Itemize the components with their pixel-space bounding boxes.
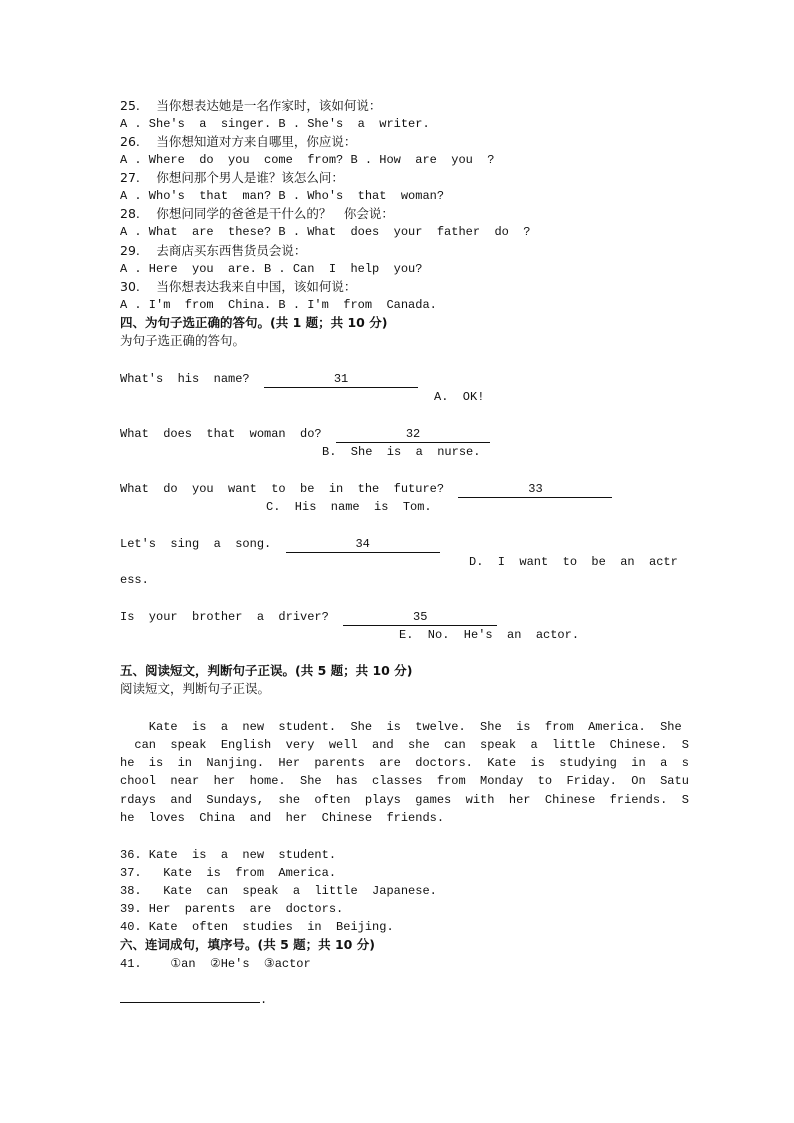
question-29-prompt: 29. 去商店买东西售货员会说：	[120, 243, 307, 258]
question-28-options: A . What are these? B . What does your father do ?	[120, 225, 531, 239]
option-c: C. His name is Tom.	[266, 500, 432, 514]
passage-line-6: he loves China and her Chinese friends.	[120, 811, 445, 825]
answer-blank-31[interactable]: 31	[264, 372, 418, 388]
question-25-prompt: 25. 当你想表达她是一名作家时，该如何说：	[120, 98, 382, 113]
match-question-34	[120, 535, 440, 553]
question-41: 41. ①an ②He's ③actor	[120, 957, 311, 971]
section-4-heading: 四、为句子选正确的答句。(共 1 题；共 10 分)	[120, 315, 388, 330]
section-5-heading: 五、阅读短文，判断句子正误。(共 5 题；共 10 分)	[120, 663, 413, 678]
match-question-35	[120, 608, 497, 626]
question-text: Is your brother a driver?	[120, 610, 329, 624]
answer-blank-32[interactable]: 32	[336, 427, 490, 443]
statement-36: 36. Kate is a new student.	[120, 848, 337, 862]
question-26-prompt: 26. 当你想知道对方来自哪里，你应说：	[120, 134, 357, 149]
question-30-prompt: 30. 当你想表达我来自中国，该如何说：	[120, 279, 357, 294]
question-28-prompt: 28. 你想问同学的爸爸是干什么的？ 你会说：	[120, 206, 394, 221]
passage-line-2: can speak English very well and she can speak a little Chinese. S	[120, 738, 689, 752]
question-26-options: A . Where do you come from? B . How are you ?	[120, 153, 495, 167]
answer-line-41[interactable]	[120, 992, 260, 1003]
question-text: Let's sing a song.	[120, 537, 272, 551]
match-question-32	[120, 425, 490, 443]
match-question-31	[120, 370, 418, 388]
option-d: D. I want to be an actr	[469, 555, 678, 569]
statement-39: 39. Her parents are doctors.	[120, 902, 344, 916]
passage-line-1: Kate is a new student. She is twelve. She is from America. She	[120, 720, 682, 734]
question-text: What's his name?	[120, 372, 250, 386]
section-5-instruction: 阅读短文，判断句子正误。	[120, 681, 271, 696]
question-27-prompt: 27. 你想问那个男人是谁？该怎么问：	[120, 170, 344, 185]
passage-line-4: chool near her home. She has classes from Monday to Friday. On Satu	[120, 774, 689, 788]
answer-blank-35[interactable]: 35	[343, 610, 497, 626]
question-30-options: A . I'm from China. B . I'm from Canada.	[120, 298, 437, 312]
answer-blank-34[interactable]: 34	[286, 537, 440, 553]
question-29-options: A . Here you are. B . Can I help you?	[120, 262, 423, 276]
statement-37: 37. Kate is from America.	[120, 866, 337, 880]
question-text: What do you want to be in the future?	[120, 482, 445, 496]
option-d-continued: ess.	[120, 573, 149, 587]
option-a: A. OK!	[434, 390, 485, 404]
question-text: What does that woman do?	[120, 427, 322, 441]
option-e: E. No. He's an actor.	[399, 628, 580, 642]
section-4-instruction: 为句子选正确的答句。	[120, 333, 246, 348]
passage-line-3: he is in Nanjing. Her parents are doctors. Kate is studying in a s	[120, 756, 689, 770]
section-6-heading: 六、连词成句，填序号。(共 5 题；共 10 分)	[120, 937, 375, 952]
match-question-33	[120, 480, 612, 498]
question-25-options: A . She's a singer. B . She's a writer.	[120, 117, 430, 131]
statement-40: 40. Kate often studies in Beijing.	[120, 920, 394, 934]
passage-line-5: rdays and Sundays, she often plays games with her Chinese friends. S	[120, 793, 689, 807]
statement-38: 38. Kate can speak a little Japanese.	[120, 884, 437, 898]
answer-blank-33[interactable]: 33	[458, 482, 612, 498]
question-27-options: A . Who's that man? B . Who's that woman?	[120, 189, 445, 203]
option-b: B. She is a nurse.	[322, 445, 481, 459]
answer-period: .	[260, 993, 268, 1007]
